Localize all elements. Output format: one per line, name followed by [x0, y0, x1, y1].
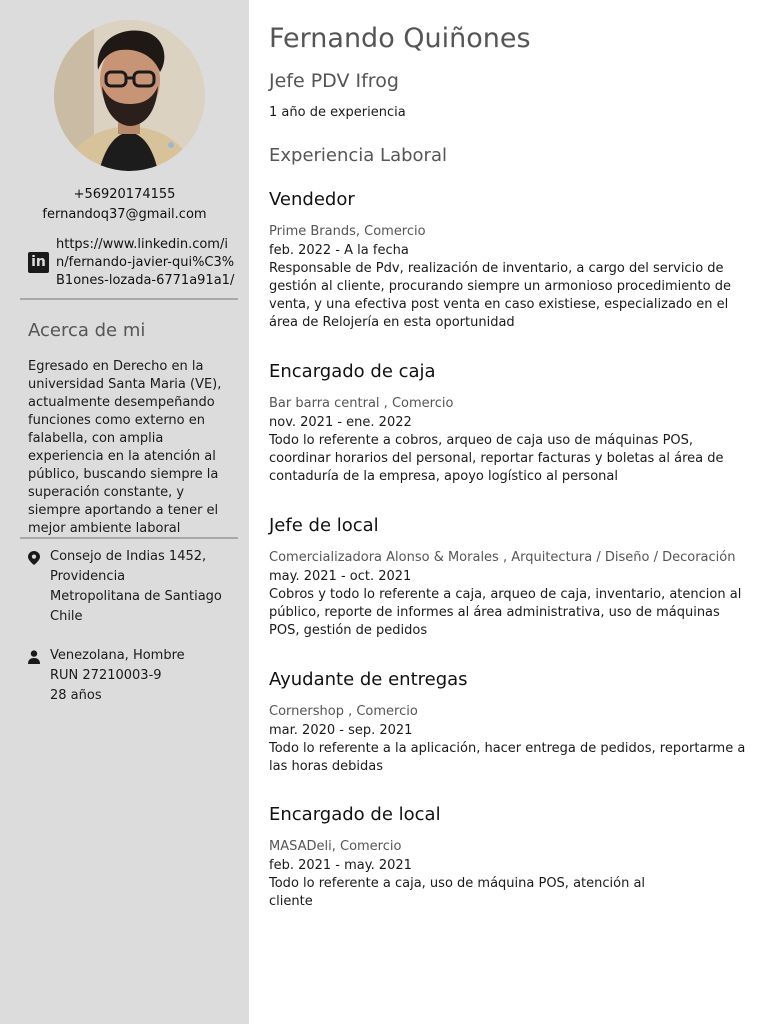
- job-dates: feb. 2021 - may. 2021: [269, 858, 412, 873]
- main-content: [249, 0, 768, 1024]
- experience-section-title: Experiencia Laboral: [269, 145, 447, 166]
- job-company: Prime Brands, Comercio: [269, 224, 426, 239]
- job-entry: [269, 360, 747, 486]
- job-description: Cobros y todo lo referente a caja, arqueo de caja, inventario, atencion al público, reporte de informes al área administrativa, uso de máquinas POS, gestión de pedidos: [269, 587, 742, 638]
- avatar: [54, 20, 205, 171]
- phone-number[interactable]: +56920174155: [73, 187, 176, 202]
- profile-photo: [54, 20, 205, 171]
- address-line: Providencia: [50, 569, 126, 584]
- linkedin-icon-glyph: in: [31, 254, 46, 270]
- job-dates: nov. 2021 - ene. 2022: [269, 415, 412, 430]
- job-description: Responsable de Pdv, realización de inventario, a cargo del servicio de gestión al cliente, procurando siempre un armonioso procedimiento de venta, y una efectiva post venta en caso existiese, especializado en el área de Relojería en esta oportunidad: [269, 261, 731, 330]
- job-company: Bar barra central , Comercio: [269, 396, 454, 411]
- experience-years: 1 año de experiencia: [269, 105, 406, 120]
- job-company: Cornershop , Comercio: [269, 704, 418, 719]
- linkedin-icon: [28, 252, 49, 273]
- personal-line: 28 años: [50, 688, 102, 703]
- divider: [20, 537, 238, 539]
- job-description: Todo lo referente a caja, uso de máquina POS, atención al cliente: [269, 876, 646, 909]
- candidate-name: Fernando Quiñones: [269, 23, 531, 54]
- job-dates: mar. 2020 - sep. 2021: [269, 723, 413, 738]
- about-title: Acerca de mi: [28, 320, 146, 341]
- personal-lines: [50, 646, 240, 706]
- job-role: Encargado de caja: [269, 361, 436, 382]
- job-entry: [269, 803, 747, 911]
- job-role: Encargado de local: [269, 804, 441, 825]
- address-line: Consejo de Indias 1452,: [50, 549, 207, 564]
- candidate-title: Jefe PDV Ifrog: [269, 70, 399, 92]
- job-company: MASADeli, Comercio: [269, 839, 402, 854]
- address-lines: [50, 547, 240, 627]
- job-entry: [269, 514, 747, 640]
- personal-line: RUN 27210003-9: [50, 668, 162, 683]
- person-icon: [28, 650, 40, 664]
- job-company: Comercializadora Alonso & Morales , Arquitectura / Diseño / Decoración: [269, 550, 736, 565]
- linkedin-url[interactable]: https://www.linkedin.com/in/fernando-javier-qui%C3%B1ones-lozada-6771a91a1/: [56, 237, 235, 288]
- address-line: Chile: [50, 609, 83, 624]
- job-description: Todo lo referente a la aplicación, hacer entrega de pedidos, reportarme a las horas debidas: [269, 741, 746, 774]
- location-pin-icon: [28, 551, 40, 565]
- job-role: Vendedor: [269, 189, 355, 210]
- job-role: Ayudante de entregas: [269, 669, 468, 690]
- about-text: Egresado en Derecho en la universidad Santa Maria (VE), actualmente desempeñando funciones como externo en falabella, con amplia experiencia en la atención al público, buscando siempre la superación constante, y siempre aportando a tener el mejor ambiente laboral: [28, 359, 222, 536]
- personal-line: Venezolana, Hombre: [50, 648, 185, 663]
- address-line: Metropolitana de Santiago: [50, 589, 222, 604]
- sidebar: [0, 0, 249, 1024]
- job-description: Todo lo referente a cobros, arqueo de caja uso de máquinas POS, coordinar horarios del personal, reportar facturas y boletas al área de contaduría de la empresa, apoyo logístico al personal: [269, 433, 724, 484]
- job-entry: [269, 668, 747, 776]
- email-address[interactable]: fernandoq37@gmail.com: [42, 207, 207, 222]
- job-dates: may. 2021 - oct. 2021: [269, 569, 412, 584]
- job-dates: feb. 2022 - A la fecha: [269, 243, 409, 258]
- job-entry: [269, 188, 747, 332]
- divider: [20, 298, 238, 300]
- job-role: Jefe de local: [269, 515, 379, 536]
